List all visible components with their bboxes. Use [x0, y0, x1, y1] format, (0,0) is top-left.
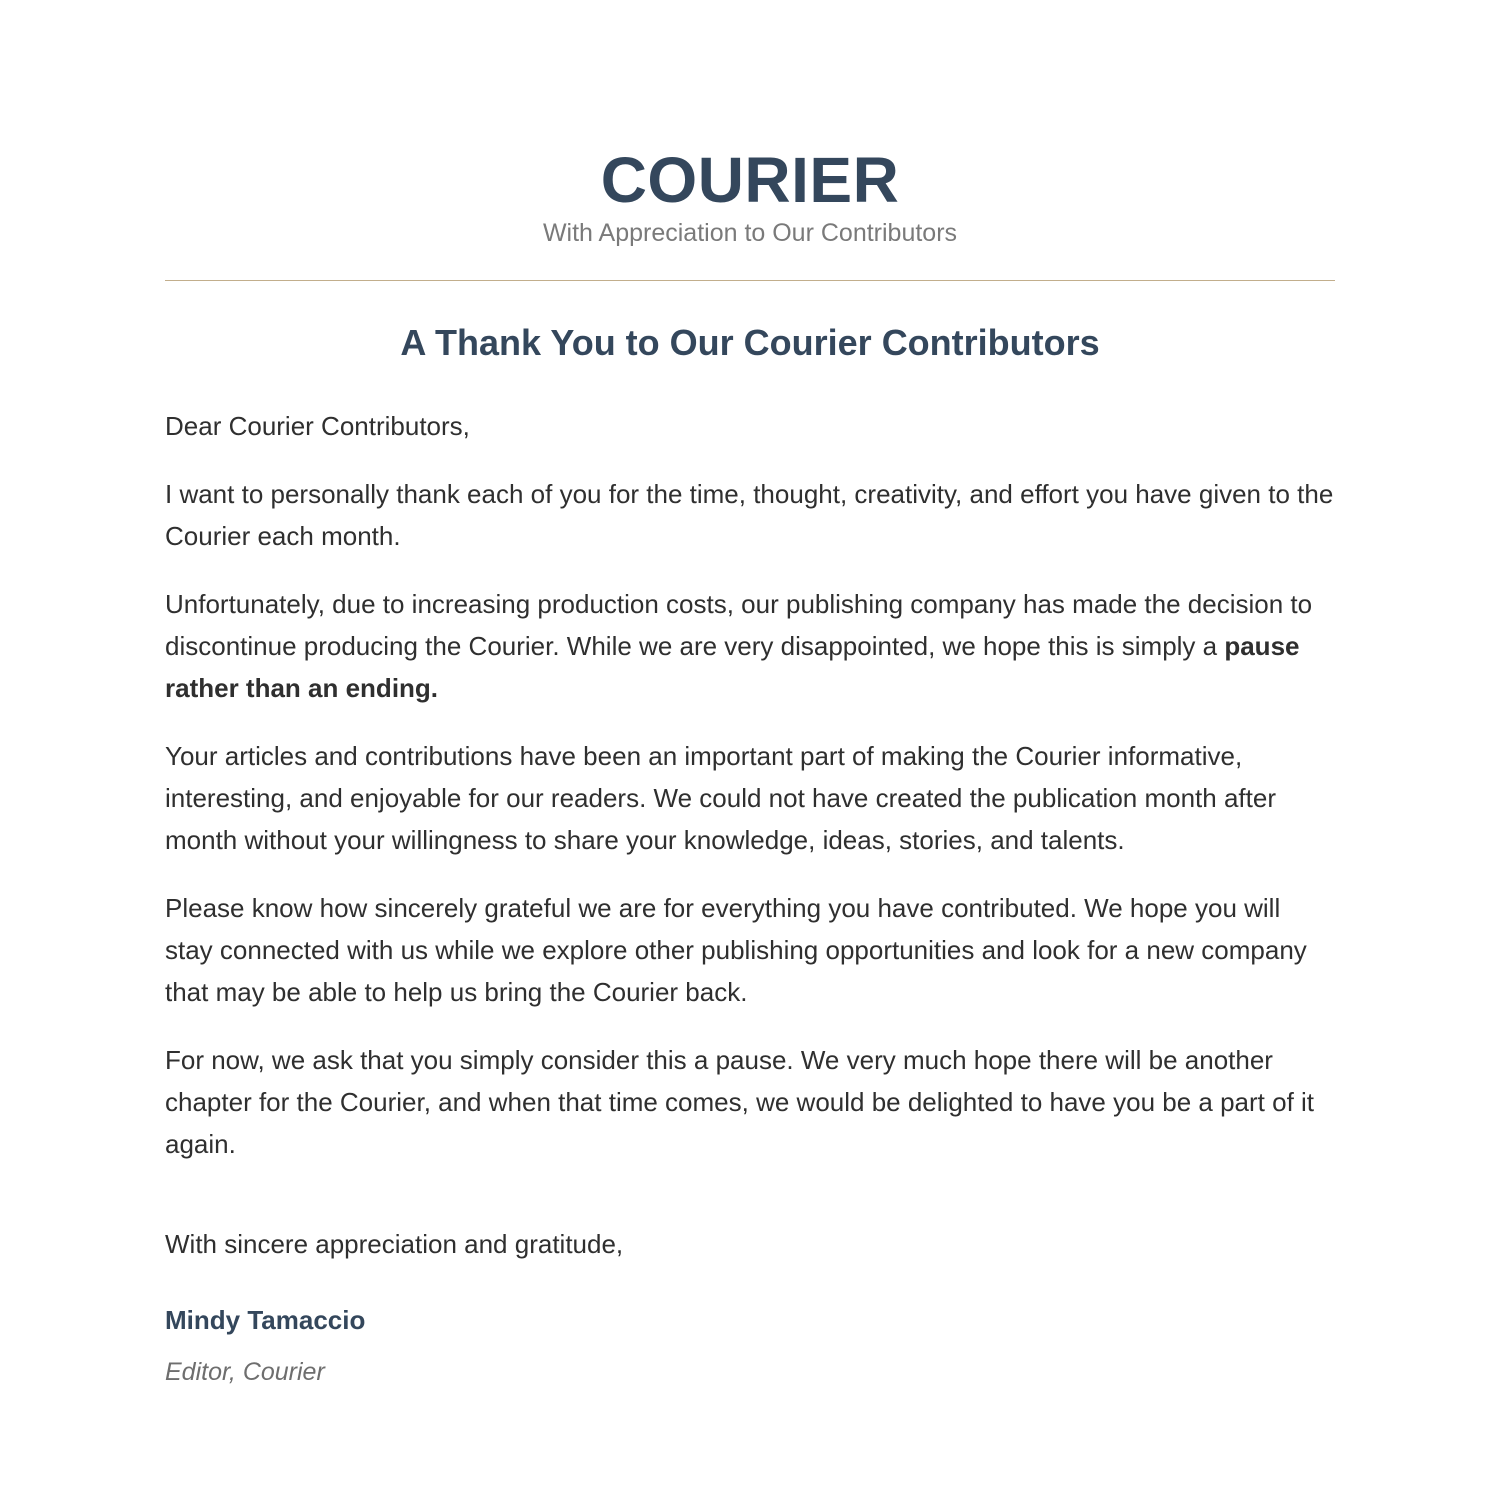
paragraph-2-emphasis: pause rather than an ending. [165, 631, 1300, 703]
letter-heading: A Thank You to Our Courier Contributors [400, 322, 1100, 363]
header-divider [165, 280, 1335, 281]
paragraph-1: I want to personally thank each of you for the time, thought, creativity, and effort you have given to the Courier each month. [165, 479, 1334, 551]
paragraph-4: Please know how sincerely grateful we are for everything you have contributed. We hope you will stay connected with us while we explore other publishing opportunities and look for a new company that may be able to help us bring the Courier back. [165, 893, 1307, 1007]
signature-name: Mindy Tamaccio [165, 1305, 366, 1335]
paragraph-2-text: Unfortunately, due to increasing production costs, our publishing company has made the decision to discontinue producing the Courier. While we are very disappointed, we hope this is simply a [165, 589, 1313, 661]
paragraph-5: For now, we ask that you simply consider this a pause. We very much hope there will be another chapter for the Courier, and when that time comes, we would be delighted to have you be a part of it again. [165, 1045, 1315, 1159]
paragraph-2 [165, 583, 1335, 709]
letter-body [165, 405, 1335, 1165]
closing-line: With sincere appreciation and gratitude, [165, 1229, 624, 1259]
paragraph-3: Your articles and contributions have been an important part of making the Courier informative, interesting, and enjoyable for our readers. We could not have created the publication month after month without your willingness to share your knowledge, ideas, stories, and talents. [165, 741, 1276, 855]
masthead [165, 0, 1335, 248]
signature-role: Editor, Courier [165, 1358, 325, 1386]
masthead-title: COURIER [600, 144, 900, 216]
masthead-subtitle: With Appreciation to Our Contributors [542, 219, 958, 247]
salutation: Dear Courier Contributors, [165, 411, 470, 441]
